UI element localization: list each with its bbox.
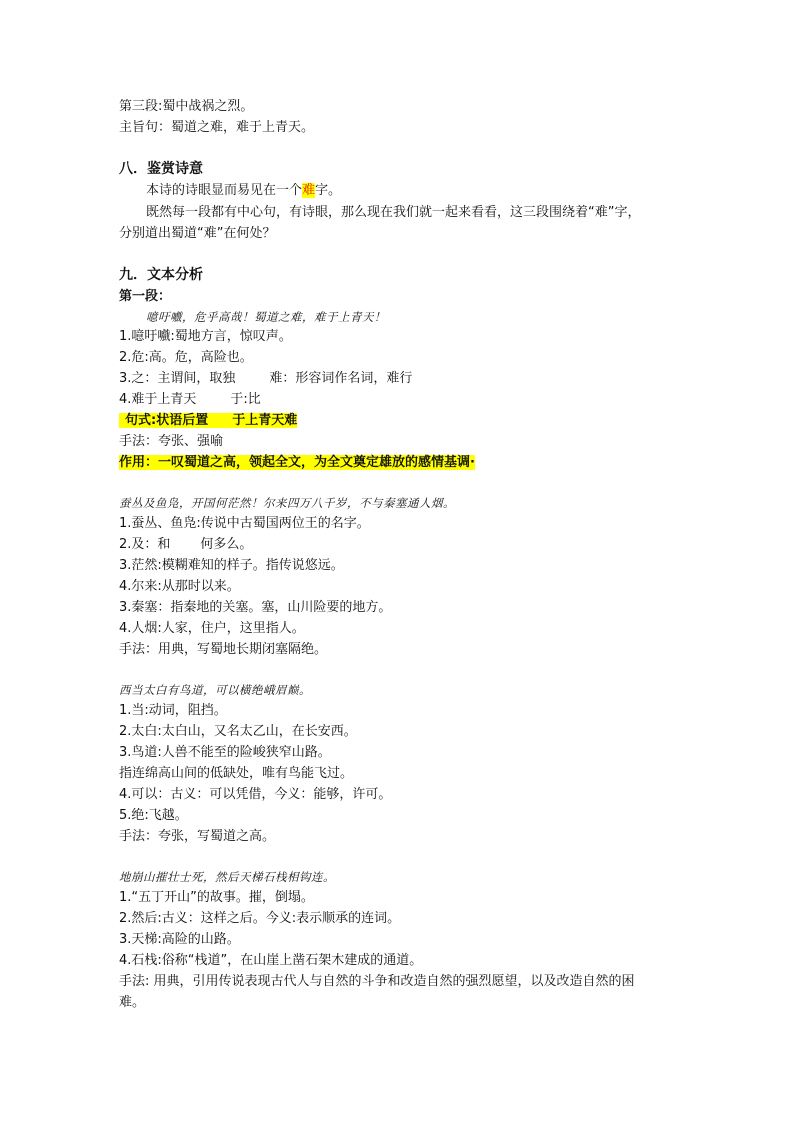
- annotation-line: 2.危:高。危，高险也。: [119, 350, 253, 365]
- text-segment: 句式:状语后置: [125, 413, 209, 428]
- poem-verse: 蚕丛及鱼凫，开国何茫然！尔来四万八千岁，不与秦塞通人烟。: [119, 496, 455, 510]
- annotation-line: [119, 370, 412, 388]
- annotation-line: 4.人烟:人家，住户，这里指人。: [119, 621, 305, 636]
- highlighted-key-char: 难: [302, 183, 316, 198]
- text-line: 第三段:蜀中战祸之烈。: [119, 99, 254, 114]
- text-line: [146, 182, 341, 200]
- annotation-line: 3.天梯:高险的山路。: [119, 932, 240, 947]
- text-segment: 本诗的诗眼显而易见在一个: [146, 183, 303, 198]
- annotation-line: 指连绵高山间的低缺处，唯有鸟能飞过。: [119, 766, 354, 781]
- poem-verse: 地崩山摧壮士死，然后天梯石栈相钩连。: [119, 870, 335, 884]
- annotation-line: 2.然后:古义：这样之后。今义:表示顺承的连词。: [119, 911, 401, 926]
- section-heading-9: 九．文本分析: [119, 267, 203, 283]
- annotation-line: 手法：夸张、强喻: [119, 434, 224, 449]
- text-segment: 2.及：和: [119, 537, 171, 552]
- section-heading-8: 八．鉴赏诗意: [119, 161, 203, 177]
- annotation-line: 1.噫吁嚱:蜀地方言，惊叹声。: [119, 329, 292, 344]
- text-segment: 字。: [315, 183, 342, 198]
- annotation-line: 2.太白:太白山，又名太乙山，在长安西。: [119, 724, 357, 739]
- subheading: 第一段：: [119, 289, 172, 304]
- highlighted-line: [119, 412, 297, 430]
- annotation-line: 1.“五丁开山”的故事。摧，倒塌。: [119, 890, 314, 905]
- annotation-line: 5.绝:飞越。: [119, 808, 188, 823]
- annotation-line: 4.尔来:从那时以来。: [119, 579, 240, 594]
- text-segment: 难：形容词作名词，难行: [269, 371, 413, 386]
- annotation-line: [119, 391, 261, 409]
- highlighted-line: [119, 454, 475, 472]
- annotation-line: 手法：夸张，写蜀道之高。: [119, 829, 276, 844]
- annotation-line: 难。: [119, 995, 146, 1010]
- text-line: 主旨句：蜀道之难，难于上青天。: [119, 120, 315, 135]
- highlighted-text: 作用：一叹蜀道之高，领起全文，为全文奠定雄放的感情基调·: [119, 455, 475, 470]
- annotation-line: 手法: 用典，引用传说表现古代人与自然的斗争和改造自然的强烈愿望，以及改造自然的困: [119, 974, 635, 989]
- text-segment: 3.之：主谓间，取独: [119, 371, 236, 386]
- annotation-line: 4.石栈:俗称“栈道”，在山崖上凿石架木建成的通道。: [119, 953, 423, 968]
- text-segment: 于:比: [230, 392, 261, 407]
- poem-verse: 西当太白有鸟道，可以横绝峨眉巅。: [119, 683, 311, 697]
- annotation-line: [119, 536, 252, 554]
- annotation-line: 3.秦塞：指秦地的关塞。塞，山川险要的地方。: [119, 600, 392, 615]
- annotation-line: 3.茫然:模糊难知的样子。指传说悠远。: [119, 558, 344, 573]
- annotation-line: 3.鸟道:人兽不能至的险峻狭窄山路。: [119, 745, 331, 760]
- annotation-line: 4.可以：古义：可以凭借，今义：能够，许可。: [119, 787, 392, 802]
- text-segment: 于上青天难: [232, 413, 298, 428]
- text-segment: 4.难于上青天: [119, 392, 197, 407]
- text-line: 既然每一段都有中心句，有诗眼，那么现在我们就一起来看看，这三段围绕着“难”字，: [146, 205, 641, 220]
- annotation-line: 1.蚕丛、鱼凫:传说中古蜀国两位王的名字。: [119, 516, 370, 531]
- highlighted-text: [119, 413, 297, 428]
- text-line: 分别道出蜀道“难”在何处？: [119, 226, 276, 241]
- text-segment: 何多么。: [200, 537, 253, 552]
- annotation-line: 手法：用典，写蜀地长期闭塞隔绝。: [119, 642, 328, 657]
- poem-verse: 噫吁嚱，危乎高哉！蜀道之难，难于上青天！: [146, 310, 386, 324]
- annotation-line: 1.当:动词，阻挡。: [119, 703, 227, 718]
